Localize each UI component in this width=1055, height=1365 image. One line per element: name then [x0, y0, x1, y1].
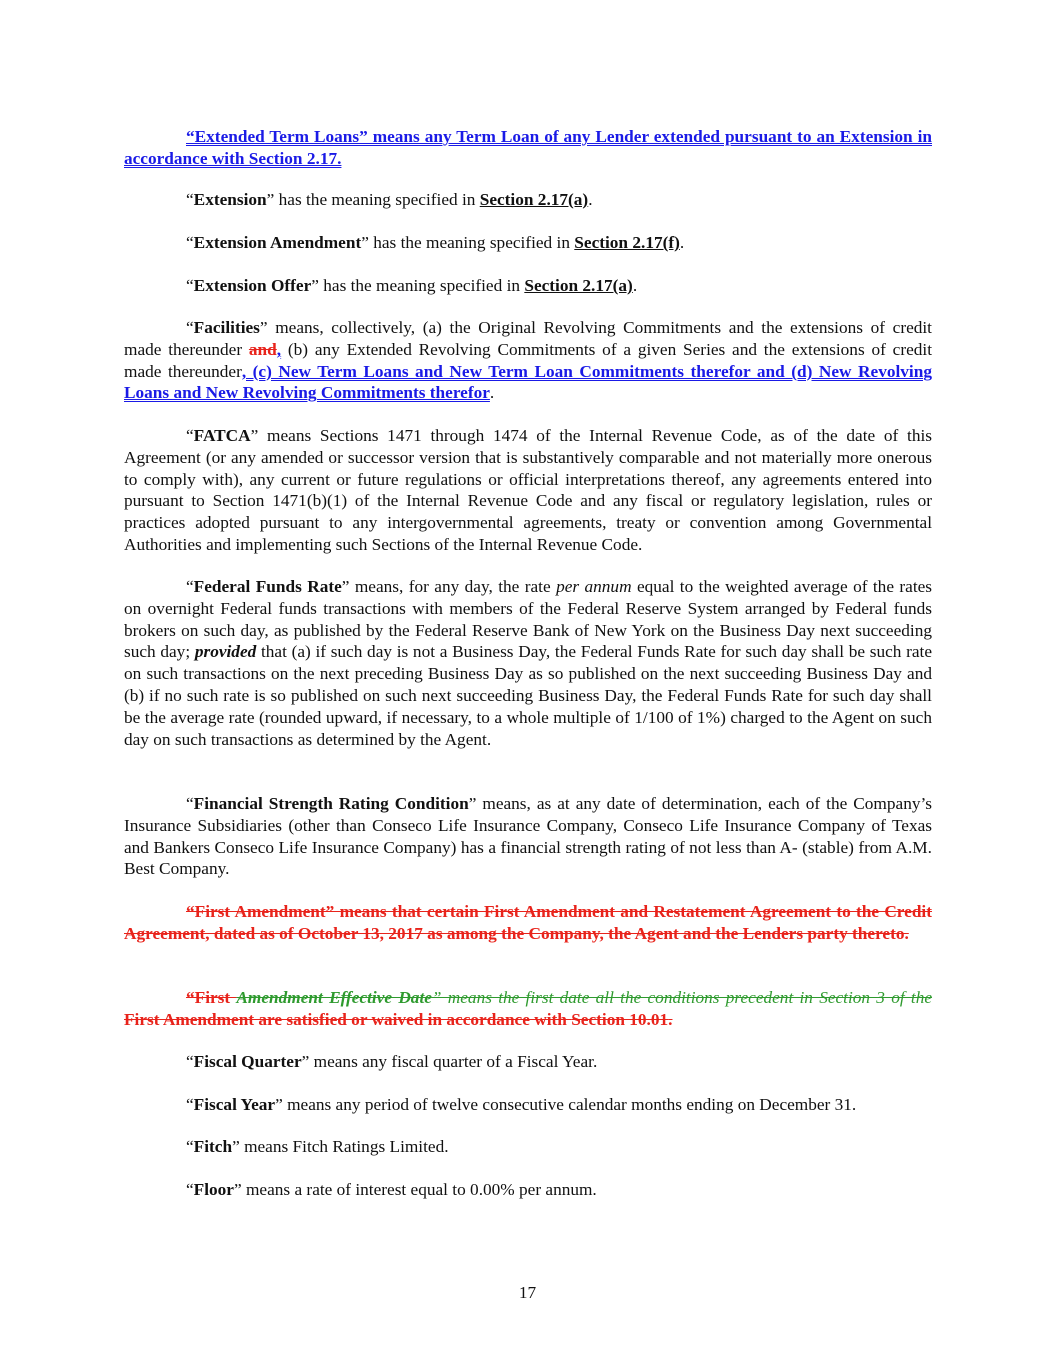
text-segment: “ [186, 233, 194, 252]
text-segment: ” means a rate of interest equal to 0.00% per annum. [233, 1180, 597, 1199]
text-segment: Facilities [193, 318, 260, 337]
text-segment: Amendment Effective Date [236, 988, 432, 1007]
text-segment: Section 2.17(a) [524, 276, 633, 295]
text-segment: “ [186, 426, 194, 445]
text-segment: , [276, 339, 282, 359]
text-segment: Fiscal Year [193, 1095, 276, 1114]
text-segment: “ [186, 318, 194, 337]
text-segment: “ [186, 190, 194, 209]
definition-federal-funds-rate [124, 576, 932, 750]
definition-fiscal-quarter [124, 1051, 932, 1073]
definition-first-amendment [124, 901, 932, 945]
text-segment: , (c) New Term Loans and New Term Loan Commitments therefor and (d) New Revolving Loans and New Revolving Commitments therefor [124, 361, 932, 403]
text-segment: provided [194, 642, 257, 662]
text-segment: First Amendment are satisfied or waived in accordance with [124, 1009, 572, 1029]
text-segment: ” has the meaning specified in [266, 190, 480, 209]
text-segment: (b) any Extended Revolving Commitments of a given Series and the extensions of credit made thereunder [124, 339, 932, 381]
text-segment: “ [186, 1052, 194, 1071]
text-segment: ” means the first date all the conditions precedent in Section 3 of the [431, 988, 933, 1007]
definition-fatca [124, 425, 932, 556]
text-segment: FATCA [193, 426, 251, 445]
text-segment: “ [186, 276, 194, 295]
text-segment: that (a) if such day is not a Business Day, the Federal Funds Rate for such day shall be such rate on such transactions on the next preceding Business Day as so published on the next succeeding Business Day and (b) if no such rate is so published on such next succeeding Business Day, the Federal Funds Rate for such day shall be the average rate (rounded upward, if necessary, to a whole multiple of 1/100 of 1%) charged to the Agent on such day on such transactions as determined by the Agent. [124, 642, 932, 749]
definition-extension-amendment [124, 232, 932, 254]
text-segment: ” means any fiscal quarter of a Fiscal Year. [301, 1052, 598, 1071]
text-segment: “ [186, 577, 194, 596]
text-segment: Section 2.17(a) [479, 190, 589, 209]
text-segment: . [668, 1009, 673, 1029]
text-segment: ” has the meaning specified in [361, 233, 575, 252]
text-segment: Extension Amendment [193, 233, 362, 252]
text-segment: “ [186, 1180, 194, 1199]
text-segment: . [632, 276, 638, 295]
definition-fitch [124, 1136, 932, 1158]
definition-extension [124, 189, 932, 211]
text-segment: ” means, as at any date of determination, each of the Company’s Insurance Subsidiaries (other than Conseco Life Insurance Company, Conseco Life Insurance Company of Texas and Bankers Conseco Life Insurance Company) has a financial strength rating of not less than A- (stable) from A.M. Best Company. [124, 794, 932, 879]
definition-financial-strength-rating-condition [124, 793, 932, 880]
text-segment: “First [186, 988, 237, 1007]
text-segment: “ [186, 1137, 194, 1156]
text-segment: ” means any period of twelve consecutive calendar months ending on December 31. [275, 1095, 857, 1114]
definition-floor [124, 1179, 932, 1201]
text-segment: ” means, for any day, the rate [341, 577, 557, 596]
text-segment: “Extended Term Loans” means any Term Loan of any Lender extended pursuant to an Extension in accordance with Section 2.17. [124, 127, 932, 168]
text-segment: ” means Fitch Ratings Limited. [232, 1137, 449, 1156]
text-segment: Federal Funds Rate [193, 577, 342, 596]
text-segment: “First Amendment” means that certain First Amendment and Restatement Agreement to the Credit Agreement, dated as of October 13, 2017 as among the Company, the Agent and the Lenders party thereto. [124, 902, 932, 943]
text-segment: . [679, 233, 685, 252]
text-segment: Floor [193, 1180, 234, 1199]
definition-first-amendment-effective-date [124, 987, 932, 1031]
text-segment: Section 2.17(f) [574, 233, 680, 252]
text-segment: Extension [193, 190, 267, 209]
text-segment: Extension Offer [193, 276, 312, 295]
text-segment: Financial Strength Rating Condition [193, 794, 469, 813]
text-segment: “ [186, 1095, 194, 1114]
text-segment: per annum [556, 577, 632, 596]
definition-facilities [124, 317, 932, 404]
definition-extension-offer [124, 275, 932, 297]
text-segment: . [588, 190, 593, 209]
text-segment: . [489, 383, 495, 403]
text-segment: ” has the meaning specified in [311, 276, 525, 295]
text-segment: and [248, 339, 277, 359]
text-segment: equal to the weighted average of the rates on overnight Federal funds transactions with members of the Federal Reserve System arranged by Federal funds brokers on such day, as published by the Federal Reserve Bank of New York on the Business Day next succeeding such day; [124, 577, 933, 662]
page-number: 17 [518, 1283, 537, 1302]
definition-fiscal-year [124, 1094, 932, 1116]
text-segment: “ [186, 794, 194, 813]
text-segment: ” means Sections 1471 through 1474 of the Internal Revenue Code, as of the date of this Agreement (or any amended or successor version that is substantively comparable and not materially more onerous to comply with), any current or future regulations or official interpretations thereof, any agreements entered into pursuant to Section 1471(b)(1) of the Internal Revenue Code and any fiscal or regulatory legislation, rules or practices adopted pursuant to any intergovernmental agreements, treaty or convention among Governmental Authorities and implementing such Sections of the Internal Revenue Code. [124, 426, 932, 554]
text-segment: ” means, collectively, (a) the Original Revolving Commitments and the extensions of credit made thereunder [124, 318, 932, 359]
text-segment: Fiscal Quarter [193, 1052, 302, 1071]
text-segment: Fitch [193, 1137, 233, 1156]
definition-extended-term-loans [124, 126, 932, 170]
text-segment: Section 10.01 [571, 1009, 669, 1029]
